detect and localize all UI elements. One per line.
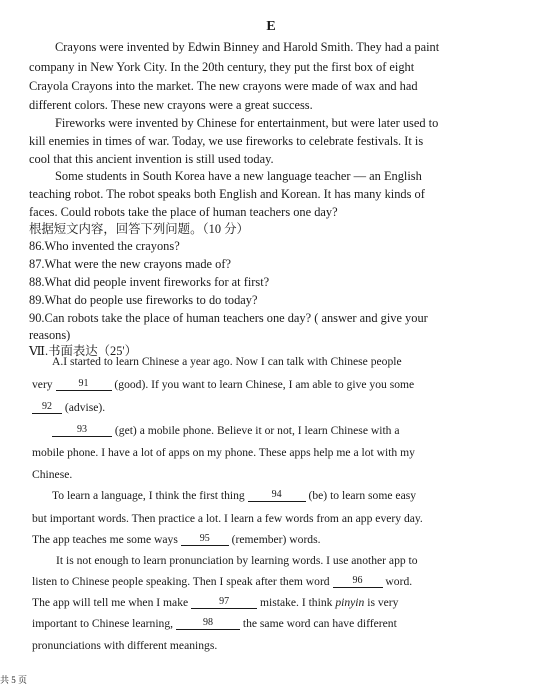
passage-line: cool that this ancient invention is still used today.: [29, 152, 274, 166]
cloze-line: [32, 593, 398, 613]
cloze-line: [32, 572, 412, 592]
cloze-line: [52, 421, 400, 441]
cloze-line: [32, 530, 321, 550]
passage-line: company in New York City. In the 20th century, they put the first box of eight: [29, 60, 415, 74]
passage-line: different colors. These new crayons were a great success.: [29, 98, 313, 112]
answer-blank-97[interactable]: 97: [191, 595, 257, 609]
cloze-text: The app will tell me when I make: [32, 596, 189, 609]
cloze-text: (get) a mobile phone. Believe it or not, I learn Chinese with a: [114, 424, 400, 437]
cloze-text: To learn a language, I think the first thing: [52, 489, 245, 502]
passage-line: Some students in South Korea have a new language teacher — an English: [55, 169, 422, 183]
cloze-line: but important words. Then practice a lot. I learn a few words from an app every day.: [32, 512, 423, 525]
cloze-text: (be) to learn some easy: [308, 489, 417, 502]
cloze-text: (advise).: [64, 401, 106, 414]
cloze-line: pronunciations with different meanings.: [32, 639, 218, 652]
passage-line: Crayola Crayons into the market. The new crayons were made of wax and had: [29, 79, 418, 93]
cloze-line: [32, 398, 105, 418]
page-footer: 共 5 页: [0, 675, 28, 685]
cloze-line: A.I started to learn Chinese a year ago. Now I can talk with Chinese people: [52, 355, 402, 368]
answer-blank-94[interactable]: 94: [248, 488, 306, 502]
cloze-line: Chinese.: [32, 468, 73, 481]
answer-blank-98[interactable]: 98: [176, 616, 240, 630]
question-item: 89.What do people use fireworks to do today?: [29, 293, 258, 307]
question-item: 87.What were the new crayons made of?: [29, 257, 231, 271]
cloze-line: [32, 375, 414, 395]
cloze-text: The app teaches me some ways: [32, 533, 178, 546]
cloze-text: very: [32, 378, 53, 391]
cloze-line: [52, 486, 416, 506]
passage-line: Crayons were invented by Edwin Binney and Harold Smith. They had a paint: [55, 40, 440, 54]
cloze-text: important to Chinese learning,: [32, 617, 174, 630]
cloze-text: mistake. I think: [259, 596, 333, 609]
cloze-line: [32, 614, 397, 634]
answer-blank-96[interactable]: 96: [333, 574, 383, 588]
question-item: reasons): [29, 328, 71, 342]
answer-blank-92[interactable]: 92: [32, 400, 62, 414]
cloze-text: (remember) words.: [231, 533, 321, 546]
passage-line: kill enemies in times of war. Today, we use fireworks to celebrate festivals. It is: [29, 134, 424, 148]
cloze-text: the same word can have different: [242, 617, 397, 630]
cloze-line: It is not enough to learn pronunciation by learning words. I use another app to: [56, 554, 418, 567]
passage-line: Fireworks were invented by Chinese for entertainment, but were later used to: [55, 116, 439, 130]
section-title: Ⅶ.书面表达（25'）: [29, 344, 138, 358]
passage-line: teaching robot. The robot speaks both English and Korean. It has many kinds of: [29, 187, 425, 201]
section-heading: E: [266, 19, 276, 34]
cloze-text: word.: [385, 575, 413, 588]
cloze-text: listen to Chinese people speaking. Then I speak after them word: [32, 575, 330, 588]
cloze-line: mobile phone. I have a lot of apps on my phone. These apps help me a lot with my: [32, 446, 415, 459]
pinyin-term: pinyin: [335, 596, 365, 609]
question-item: 88.What did people invent fireworks for at first?: [29, 275, 270, 289]
cloze-text: is very: [367, 596, 399, 609]
question-item: 86.Who invented the crayons?: [29, 239, 180, 253]
cloze-text: (good). If you want to learn Chinese, I am able to give you some: [114, 378, 415, 391]
passage-line: faces. Could robots take the place of human teachers one day?: [29, 205, 338, 219]
question-item: 90.Can robots take the place of human teachers one day? ( answer and give your: [29, 311, 428, 325]
task-instruction: 根据短文内容，回答下列问题。（10 分）: [29, 222, 249, 236]
answer-blank-93[interactable]: 93: [52, 423, 112, 437]
answer-blank-95[interactable]: 95: [181, 532, 229, 546]
answer-blank-91[interactable]: 91: [56, 377, 112, 391]
